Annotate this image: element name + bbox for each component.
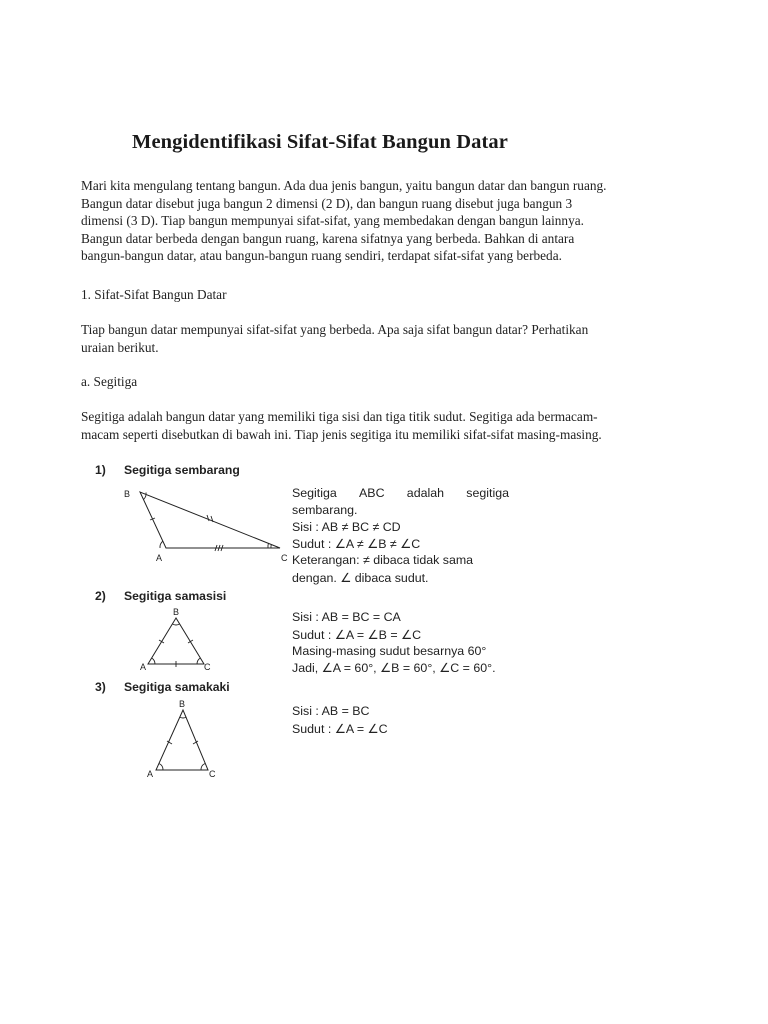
isosceles-desc-line: Sudut : ∠A = ∠C: [292, 721, 388, 736]
segitiga-line: macam seperti disebutkan di bawah ini. Tiap jenis segitiga itu memiliki sifat-sifat masing-masing.: [81, 426, 602, 442]
equilateral-triangle-diagram: [138, 606, 218, 672]
equilateral-desc-line: Sudut : ∠A = ∠B = ∠C: [292, 627, 422, 642]
item-heading-2: Segitiga samasisi: [124, 589, 227, 603]
item-heading-1: Segitiga sembarang: [124, 463, 240, 477]
vertex-label-a: A: [147, 769, 154, 779]
isosceles-desc-line: Sisi : AB = BC: [292, 704, 370, 718]
isosceles-triangle-diagram: [140, 696, 222, 782]
scalene-desc-line: Keterangan: ≠ dibaca tidak sama: [292, 553, 474, 568]
intro-line: Bangun datar berbeda dengan bangun ruang, karena sifatnya yang berbeda. Bahkan di antara: [81, 230, 575, 246]
intro-line: Bangun datar disebut juga bangun 2 dimensi (2 D), dan bangun ruang disebut juga bangun 3: [81, 195, 573, 211]
vertex-label-c: C: [281, 553, 288, 563]
intro-paragraph: [81, 177, 681, 265]
section-heading: 1. Sifat-Sifat Bangun Datar: [81, 287, 227, 302]
item-number-1: 1): [95, 463, 106, 477]
scalene-triangle-diagram: [118, 485, 290, 565]
intro-line: bangun-bangun datar, atau bangun-bangun ruang sendiri, terdapat sifat-sifat yang berbeda.: [81, 248, 562, 263]
item-heading-3: Segitiga samakaki: [124, 680, 230, 694]
vertex-label-c: C: [204, 662, 211, 672]
item-number-3: 3): [95, 680, 106, 694]
intro-line: dimensi (3 D). Tiap bangun mempunyai sifat-sifat, yang membedakan dengan bangun lainnya.: [81, 213, 584, 228]
vertex-label-c: C: [209, 769, 216, 779]
section-paragraph: [81, 321, 681, 356]
vertex-label-b: B: [173, 607, 180, 617]
scalene-desc-line: Sudut : ∠A ≠ ∠B ≠ ∠C: [292, 537, 421, 552]
scalene-description: [292, 486, 509, 587]
segitiga-paragraph: [81, 408, 681, 443]
scalene-desc-line: dengan. ∠ dibaca sudut.: [292, 570, 429, 585]
scalene-desc-first-line: Segitiga ABC adalah segitiga: [292, 486, 509, 500]
scalene-desc-line: sembarang.: [292, 502, 358, 517]
subsection-heading: a. Segitiga: [81, 374, 138, 389]
section-line: uraian berikut.: [81, 339, 159, 355]
vertex-label-a: A: [140, 662, 147, 672]
section-line: Tiap bangun datar mempunyai sifat-sifat yang berbeda. Apa saja sifat bangun datar? Perhatikan: [81, 322, 589, 337]
equilateral-description: [292, 610, 496, 677]
intro-line: Mari kita mengulang tentang bangun. Ada dua jenis bangun, yaitu bangun datar dan bangun ruang.: [81, 178, 607, 193]
vertex-label-b: B: [179, 699, 186, 709]
scalene-desc-line: Sisi : AB ≠ BC ≠ CD: [292, 519, 401, 534]
vertex-label-a: A: [156, 553, 163, 563]
equilateral-desc-line: Sisi : AB = BC = CA: [292, 610, 401, 624]
isosceles-description: [292, 704, 388, 738]
equilateral-desc-line: Jadi, ∠A = 60°, ∠B = 60°, ∠C = 60°.: [292, 661, 496, 676]
segitiga-line: Segitiga adalah bangun datar yang memiliki tiga sisi dan tiga titik sudut. Segitiga ada bermacam-: [81, 409, 598, 424]
page-title: Mengidentifikasi Sifat-Sifat Bangun Datar: [132, 131, 508, 153]
equilateral-desc-line: Masing-masing sudut besarnya 60°: [292, 643, 487, 658]
vertex-label-b: B: [124, 489, 131, 499]
item-number-2: 2): [95, 589, 106, 603]
